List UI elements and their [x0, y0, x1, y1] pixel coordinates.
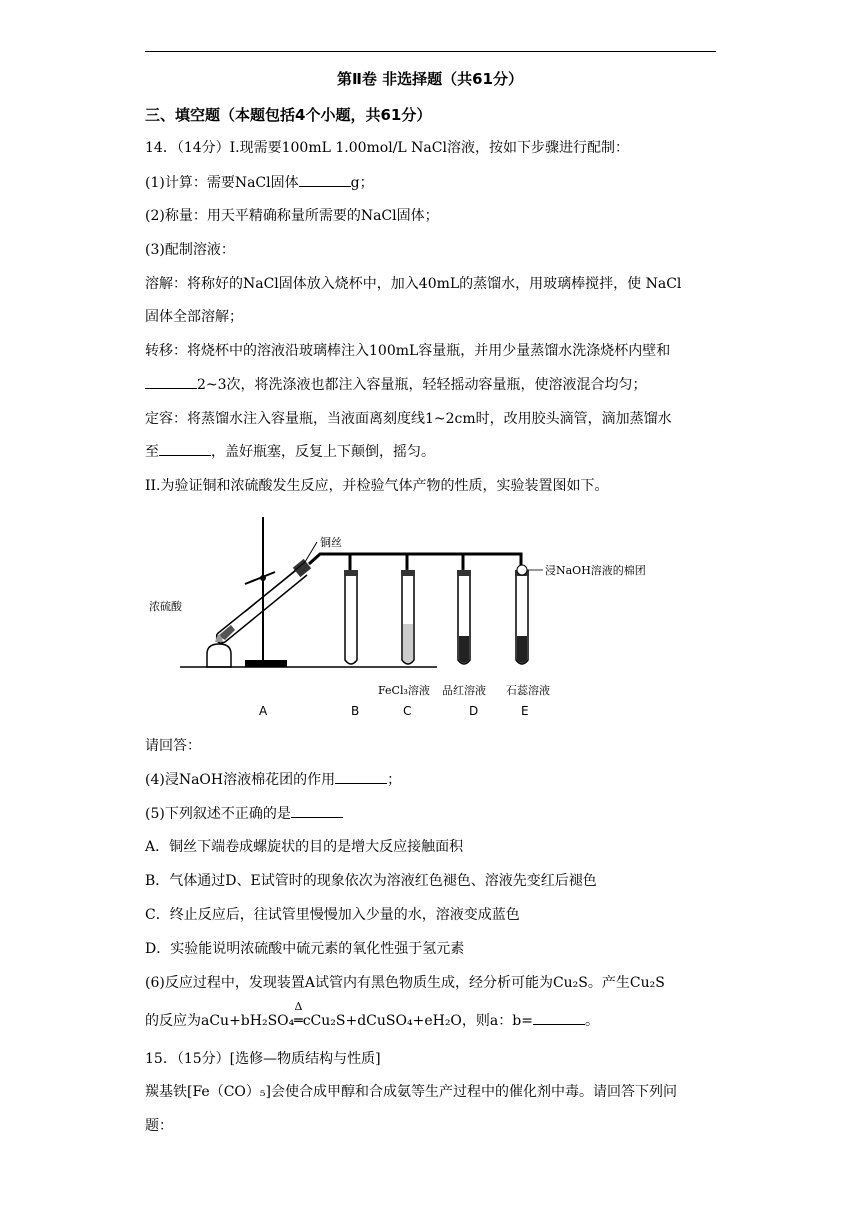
label-A: A	[259, 704, 268, 718]
option-c: C．终止反应后，往试管里慢慢加入少量的水，溶液变成蓝色	[145, 907, 520, 923]
q14-constant-post: ，盖好瓶塞，反复上下颠倒，摇匀。	[211, 444, 435, 460]
q15-intro: 15．（15分）[选修—物质结构与性质]	[145, 1051, 381, 1067]
option-a: A．铜丝下端卷成螺旋状的目的是增大反应接触面积	[145, 839, 464, 855]
q14-q6-line2	[145, 1000, 599, 1030]
answer-blank	[299, 174, 351, 187]
q14-transfer-line2	[145, 376, 647, 394]
q14-dissolve-line1: 溶解：将称好的NaCl固体放入烧杯中，加入40mL的蒸馏水，用玻璃棒搅拌，使 NaCl	[145, 276, 682, 292]
q14-q5-text: (5)下列叙述不正确的是	[145, 806, 291, 822]
q14-step2: (2)称量：用天平精确称量所需要的NaCl固体；	[145, 208, 439, 224]
q14-step1	[145, 174, 374, 192]
answer-blank	[145, 376, 197, 389]
top-rule	[145, 51, 716, 52]
label-D: D	[469, 704, 479, 718]
answer-blank	[533, 1012, 585, 1025]
q14-dissolve-line2: 固体全部溶解；	[145, 309, 243, 325]
label-naoh-cotton: 浸NaOH溶液的棉团	[545, 564, 646, 577]
q14-q6-end: 。	[584, 1013, 599, 1029]
q14-q5	[145, 805, 343, 823]
q14-ask: 请回答：	[145, 738, 201, 754]
q14-step3: (3)配制溶液：	[145, 242, 235, 258]
option-d: D．实验能说明浓硫酸中硫元素的氧化性强于氢元素	[145, 941, 465, 957]
answer-blank	[159, 443, 211, 456]
label-copper-wire: 铜丝	[320, 536, 342, 549]
answer-blank	[291, 805, 343, 818]
label-B: B	[351, 704, 360, 718]
q14-transfer-line1: 转移：将烧杯中的溶液沿玻璃棒注入100mL容量瓶，并用少量蒸馏水洗涤烧杯内壁和	[145, 343, 671, 359]
answer-blank	[335, 771, 387, 784]
q14-q4-end: ；	[387, 772, 402, 788]
delta-symbol: Δ	[294, 1000, 303, 1013]
option-b: B．气体通过D、E试管时的现象依次为溶液红色褪色、溶液先变红后褪色	[145, 873, 597, 889]
q15-body-line2: 题：	[145, 1118, 173, 1134]
q14-constant-line2	[145, 443, 435, 461]
q14-q6-products: cCu₂S+dCuSO₄+eH₂O，则a：b=	[302, 1013, 533, 1029]
equals-sign: ═	[294, 1013, 303, 1029]
label-litmus: 石蕊溶液	[506, 684, 550, 697]
q14-constant-pre: 至	[145, 444, 159, 460]
q14-q4-text: (4)浸NaOH溶液棉花团的作用	[145, 772, 336, 788]
label-conc-acid: 浓硫酸	[149, 600, 182, 613]
section-heading: 三、填空题（本题包括4个小题，共61分）	[145, 106, 432, 124]
q14-part2: II.为验证铜和浓硫酸发生反应，并检验气体产物的性质，实验装置图如下。	[145, 478, 609, 494]
label-fecl3: FeCl₃溶液	[378, 684, 430, 697]
q14-q6-reactants: 的反应为aCu+bH₂SO₄	[145, 1013, 295, 1029]
q14-q4	[145, 771, 401, 789]
q14-transfer-text: 2~3次，将洗涤液也都注入容量瓶，轻轻摇动容量瓶，使溶液混合均匀；	[197, 377, 647, 393]
apparatus-figure	[145, 512, 646, 722]
q14-constant-line1: 定容：将蒸馏水注入容量瓶，当液面离刻度线1~2cm时，改用胶头滴管，滴加蒸馏水	[145, 411, 672, 427]
part-title: 第Ⅱ卷 非选择题（共61分）	[337, 70, 523, 88]
q14-step1-text: (1)计算：需要NaCl固体	[145, 175, 299, 191]
heat-arrow	[294, 1000, 303, 1030]
label-E: E	[521, 704, 529, 718]
q14-q6-line1: (6)反应过程中，发现装置A试管内有黑色物质生成，经分析可能为Cu₂S。产生Cu₂S	[145, 975, 665, 991]
q14-intro: 14．（14分）I.现需要100mL 1.00mol/L NaCl溶液，按如下步骤进行配制：	[145, 140, 629, 156]
label-pinhong: 品红溶液	[442, 684, 486, 697]
q14-step1-unit: g；	[350, 175, 374, 191]
q15-body-line1: 羰基铁[Fe（CO）₅]会使合成甲醇和合成氨等生产过程中的催化剂中毒。请回答下列问	[145, 1084, 677, 1100]
apparatus-drawing	[145, 512, 565, 722]
label-C: C	[403, 704, 412, 718]
